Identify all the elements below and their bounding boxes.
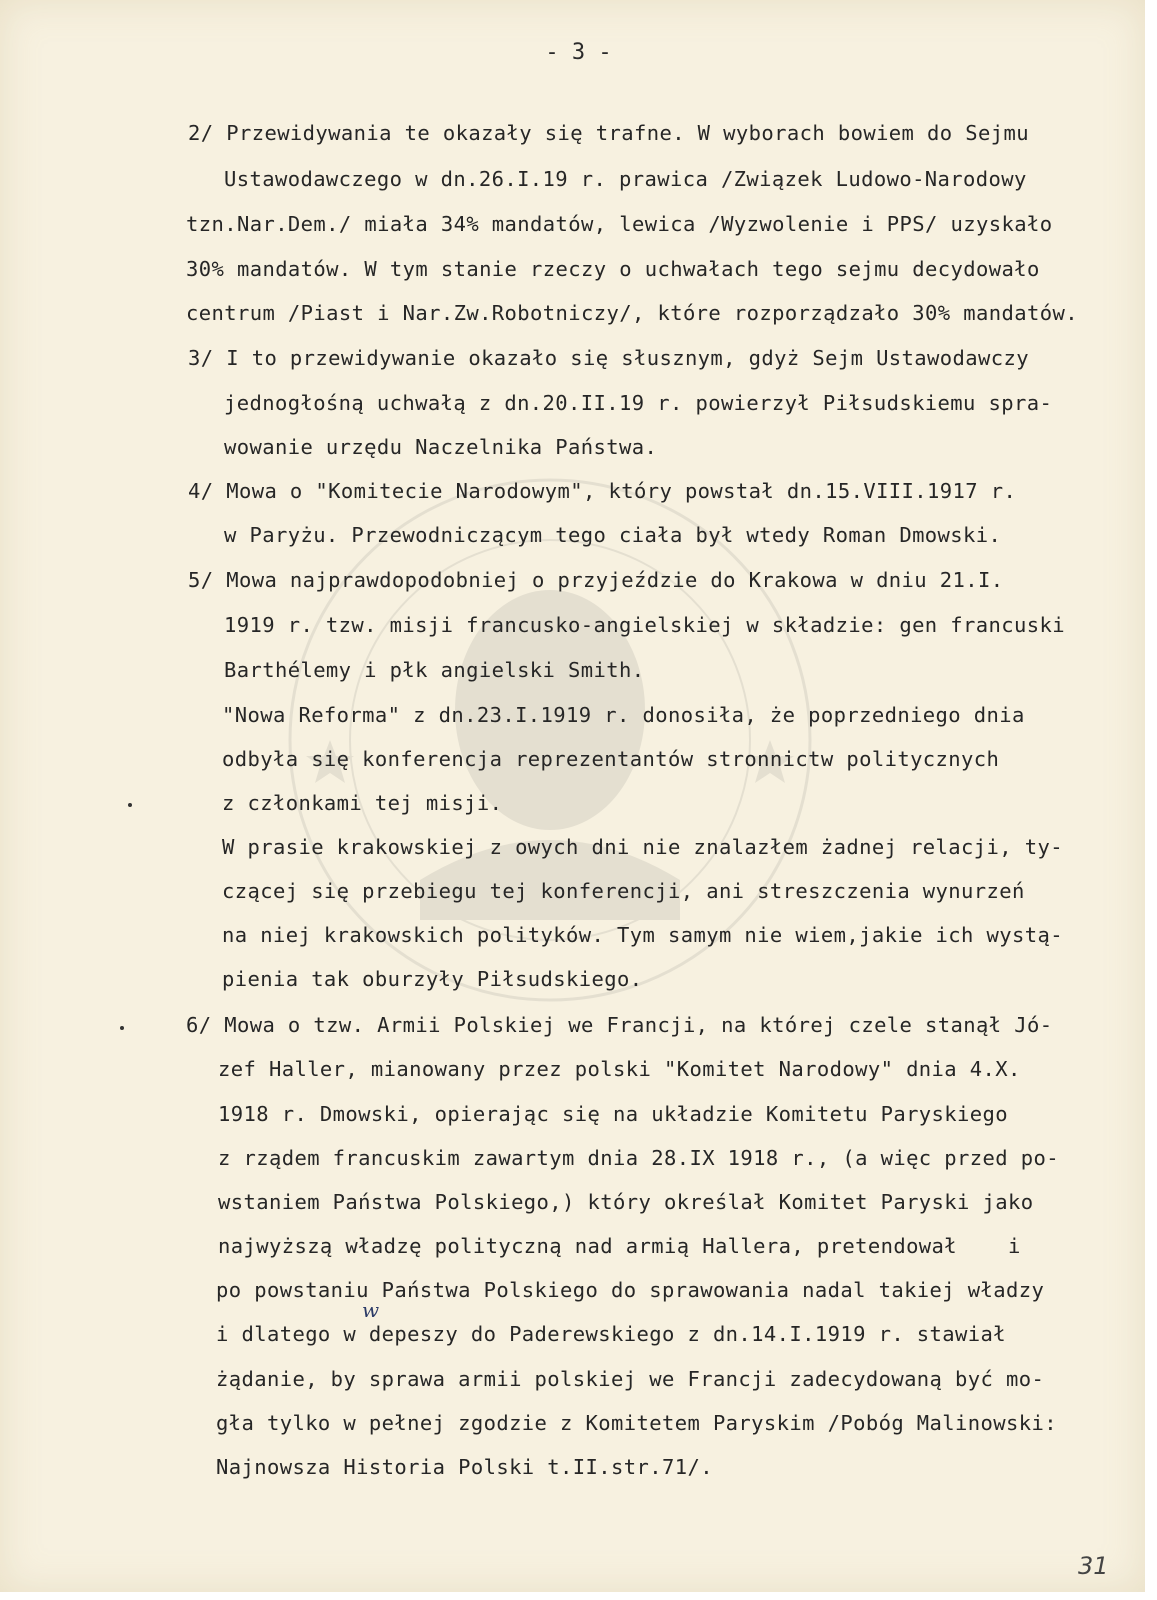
text-line: Najnowsza Historia Polski t.II.str.71/. [216,1455,713,1479]
page-number: - 3 - [545,40,612,65]
text-line: z rządem francuskim zawartym dnia 28.IX 1918 r., (a więc przed po- [218,1146,1059,1170]
text-line: pienia tak oburzyły Piłsudskiego. [222,967,643,991]
text-line: odbyła się konferencja reprezentantów stronnictw politycznych [222,747,1000,771]
paper-speck [120,1026,124,1030]
text-line: i dlatego w depeszy do Paderewskiego z dn.14.I.1919 r. stawiał [216,1322,1007,1346]
text-line: żądanie, by sprawa armii polskiej we Francji zadecydowaną być mo- [216,1367,1045,1391]
text-line: tzn.Nar.Dem./ miała 34% mandatów, lewica /Wyzwolenie i PPS/ uzyskało [186,212,1053,236]
text-line: czącej się przebiegu tej konferencji, ani streszczenia wynurzeń [222,879,1025,903]
text-line: 1918 r. Dmowski, opierając się na układzie Komitetu Paryskiego [218,1102,1009,1126]
paper-speck [128,803,132,807]
text-line: wstaniem Państwa Polskiego,) który określał Komitet Paryski jako [218,1190,1034,1214]
text-line: 6/ Mowa o tzw. Armii Polskiej we Francji, na której czele stanął Jó- [186,1013,1053,1037]
text-line: 4/ Mowa o "Komitecie Narodowym", który powstał dn.15.VIII.1917 r. [188,479,1017,503]
text-line: z członkami tej misji. [222,791,503,815]
text-line: w Paryżu. Przewodniczącym tego ciała był wtedy Roman Dmowski. [224,523,1002,547]
text-line: W prasie krakowskiej z owych dni nie znalazłem żadnej relacji, ty- [222,835,1063,859]
text-line: gła tylko w pełnej zgodzie z Komitetem Paryskim /Pobóg Malinowski: [216,1411,1057,1435]
text-line: najwyższą władzę polityczną nad armią Hallera, pretendował i [218,1234,1021,1258]
text-line: 1919 r. tzw. misji francusko-angielskiej w składzie: gen francuski [224,613,1065,637]
text-line: jednogłośną uchwałą z dn.20.II.19 r. powierzył Piłsudskiemu spra- [224,391,1053,415]
text-line: wowanie urzędu Naczelnika Państwa. [224,435,658,459]
text-line: Barthélemy i płk angielski Smith. [224,658,645,682]
text-line: po powstaniu Państwa Polskiego do sprawowania nadal takiej władzy [216,1278,1045,1302]
text-line: centrum /Piast i Nar.Zw.Robotniczy/, które rozporządzało 30% mandatów. [186,301,1078,325]
archive-page-number: 31 [1078,1552,1109,1580]
text-line: na niej krakowskich polityków. Tym samym nie wiem,jakie ich wystą- [222,923,1063,947]
text-line: Ustawodawczego w dn.26.I.19 r. prawica /Związek Ludowo-Narodowy [224,167,1027,191]
text-line: "Nowa Reforma" z dn.23.I.1919 r. donosiła, że poprzedniego dnia [222,703,1025,727]
text-line: 30% mandatów. W tym stanie rzeczy o uchwałach tego sejmu decydowało [186,257,1040,281]
handwritten-insert: w [362,1298,380,1322]
text-line: 5/ Mowa najprawdopodobniej o przyjeździe do Krakowa w dniu 21.I. [188,568,1004,592]
text-line: 2/ Przewidywania te okazały się trafne. W wyborach bowiem do Sejmu [188,121,1029,145]
text-line: 3/ I to przewidywanie okazało się słusznym, gdyż Sejm Ustawodawczy [188,346,1029,370]
text-line: zef Haller, mianowany przez polski "Komitet Narodowy" dnia 4.X. [218,1057,1021,1081]
